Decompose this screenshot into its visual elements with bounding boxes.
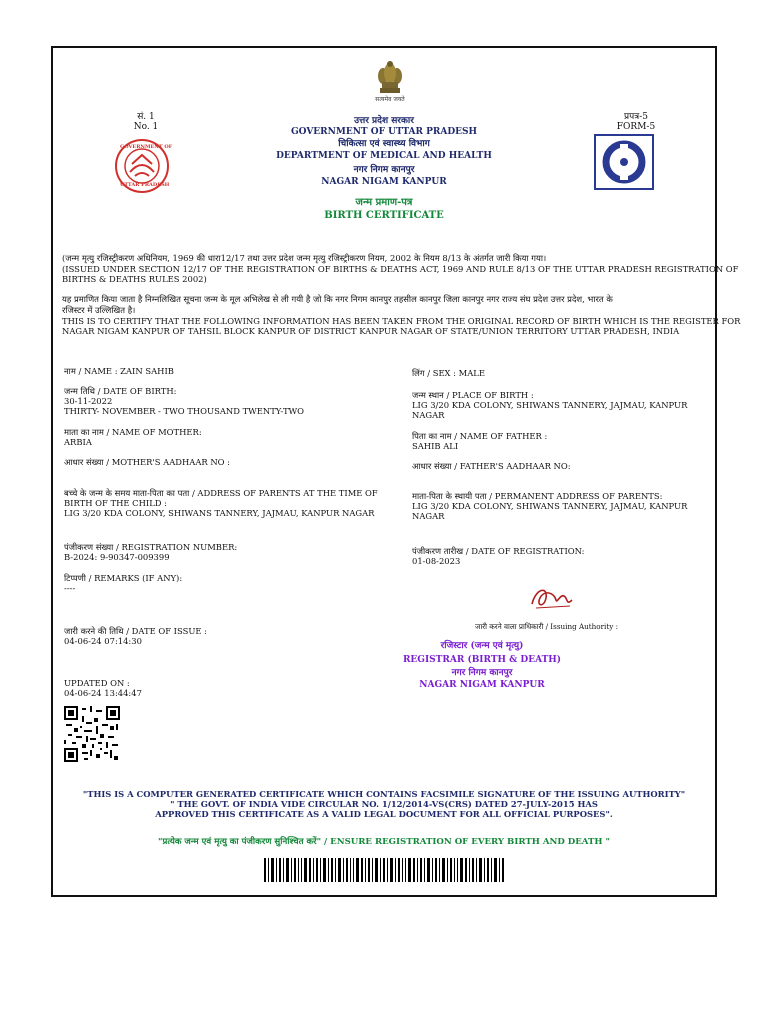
place-of-birth-label: जन्म स्थान / PLACE OF BIRTH : [412,390,534,400]
national-emblem-icon [372,58,408,98]
computer-generated-notice-line1: "THIS IS A COMPUTER GENERATED CERTIFICATE WHICH CONTAINS FACSIMILE SIGNATURE OF THE ISSUING AUTHORITY" [82,789,686,799]
permanent-address-value-line2: NAGAR [412,511,445,521]
crs-logo-icon [594,134,654,190]
department-hindi: चिकित्सा एवं स्वास्थ्य विभाग [338,139,430,149]
dob-label: जन्म तिथि / DATE OF BIRTH: [64,386,177,396]
nigam-english: NAGAR NIGAM KANPUR [321,177,447,187]
qr-code-icon [64,706,120,762]
computer-generated-notice-line3: APPROVED THIS CERTIFICATE AS A VALID LEGAL DOCUMENT FOR ALL OFFICIAL PURPOSES". [155,809,613,819]
parents-address-label-line1: बच्चे के जन्म के समय माता-पिता का पता / ADDRESS OF PARENTS AT THE TIME OF [64,488,378,498]
department-english: DEPARTMENT OF MEDICAL AND HEALTH [276,151,492,161]
registration-date-label: पंजीकरण तारीख / DATE OF REGISTRATION: [412,546,585,556]
permanent-address-value-line1: LIG 3/20 KDA COLONY, SHIWANS TANNERY, JAJMAU, KANPUR [412,501,688,511]
place-of-birth-value-line1: LIG 3/20 KDA COLONY, SHIWANS TANNERY, JAJMAU, KANPUR [412,400,688,410]
emblem-motto: सत्यमेव जयते [375,96,405,103]
dob-numeric: 30-11-2022 [64,396,113,406]
ensure-registration-slogan: "प्रत्येक जन्म एवं मृत्यु का पंजीकरण सुनिश्चित करें" / ENSURE REGISTRATION OF EVERY BIRTH AND DEATH " [158,837,610,847]
form-english: FORM-5 [616,122,656,132]
authority-nigam-english: NAGAR NIGAM KANPUR [419,680,545,690]
updated-on-label: UPDATED ON : [64,678,130,688]
certify-english-line2: NAGAR NIGAM KANPUR OF TAHSIL BLOCK KANPUR OF DISTRICT KANPUR NAGAR OF STATE/UNION TERRITORY UTTAR PRADESH, INDIA [62,326,680,336]
dob-words: THIRTY- NOVEMBER - TWO THOUSAND TWENTY-TWO [64,406,304,416]
mother-aadhaar-label: आधार संख्या / MOTHER'S AADHAAR NO : [64,457,231,467]
certify-english-line1: THIS IS TO CERTIFY THAT THE FOLLOWING INFORMATION HAS BEEN TAKEN FROM THE ORIGINAL RECORD OF BIRTH WHICH IS THE REGISTER FOR [62,316,741,326]
place-of-birth-value-line2: NAGAR [412,410,445,420]
name-field: नाम / NAME : ZAIN SAHIB [64,366,174,376]
authority-nigam-hindi: नगर निगम कानपुर [451,668,513,678]
title-english: BIRTH CERTIFICATE [324,210,444,221]
registration-number-label: पंजीकरण संख्या / REGISTRATION NUMBER: [64,542,238,552]
number-english: No. 1 [133,122,159,132]
parents-address-value: LIG 3/20 KDA COLONY, SHIWANS TANNERY, JAJMAU, KANPUR NAGAR [64,508,375,518]
certify-hindi-line1: यह प्रमाणित किया जाता है निम्नलिखित सूचना जन्म के मूल अभिलेख से ली गयी है जो कि नगर निगम कानपुर तहसील कानपुर जिला कानपुर नगर राज्य संघ प्रदेश उत्तर प्रदेश, भारत के [62,294,613,304]
issuing-authority-label: जारी करने वाला प्राधिकारी / Issuing Authority : [475,622,619,631]
government-hindi: उत्तर प्रदेश सरकार [354,116,414,126]
registration-date-value: 01-08-2023 [412,556,461,566]
updated-on-value: 04-06-24 13:44:47 [64,688,142,698]
issue-date-value: 04-06-24 07:14:30 [64,636,142,646]
title-hindi: जन्म प्रमाण-पत्र [355,197,413,208]
number-hindi: सं. 1 [137,112,155,122]
remarks-label: टिप्पणी / REMARKS (IF ANY): [64,573,183,583]
seal-bottom-text: UTTAR PRADESH [120,182,170,188]
nigam-hindi: नगर निगम कानपुर [353,165,415,175]
father-name-label: पिता का नाम / NAME OF FATHER : [412,431,548,441]
remarks-value: ---- [64,583,76,593]
registrar-hindi: रजिस्टार (जन्म एवं मृत्यु) [440,641,524,651]
barcode-icon [264,858,504,882]
sex-field: लिंग / SEX : MALE [412,368,485,378]
certify-hindi-line2: रजिस्टर में उल्लिखित है। [62,305,136,315]
computer-generated-notice-line2: " THE GOVT. OF INDIA VIDE CIRCULAR NO. 1/12/2014-VS(CRS) DATED 27-JULY-2015 HAS [170,799,598,809]
mother-name-label: माता का नाम / NAME OF MOTHER: [64,427,202,437]
form-hindi: प्रपत्र-5 [624,112,648,122]
act-hindi: (जन्म मृत्यु रजिस्ट्रीकरण अधिनियम, 1969 की धारा12/17 तथा उत्तर प्रदेश जन्म मृत्यु रजिस्ट्रीकरण नियम, 2002 के नियम 8/13 के अंतर्गत जारी किया गया। [62,253,547,263]
registrar-english: REGISTRAR (BIRTH & DEATH) [402,655,562,665]
government-english: GOVERNMENT OF UTTAR PRADESH [290,127,478,137]
father-name-value: SAHIB ALI [412,441,459,451]
mother-name-value: ARBIA [64,437,92,447]
act-english-line2: BIRTHS & DEATHS RULES 2002) [62,274,207,284]
up-government-seal [110,138,174,194]
issue-date-label: जारी करने की तिथि / DATE OF ISSUE : [64,626,207,636]
parents-address-label-line2: BIRTH OF THE CHILD : [64,498,167,508]
permanent-address-label: माता-पिता के स्थायी पता / PERMANENT ADDRESS OF PARENTS: [412,491,663,501]
seal-top-text: GOVERNMENT OF [120,144,173,150]
act-english-line1: (ISSUED UNDER SECTION 12/17 OF THE REGISTRATION OF BIRTHS & DEATHS ACT, 1969 AND RULE 8/13 OF THE UTTAR PRADESH REGISTRATION OF [62,264,739,274]
registration-number-value: B-2024: 9-90347-009399 [64,552,170,562]
father-aadhaar-label: आधार संख्या / FATHER'S AADHAAR NO: [412,461,571,471]
signature-icon [526,582,578,614]
